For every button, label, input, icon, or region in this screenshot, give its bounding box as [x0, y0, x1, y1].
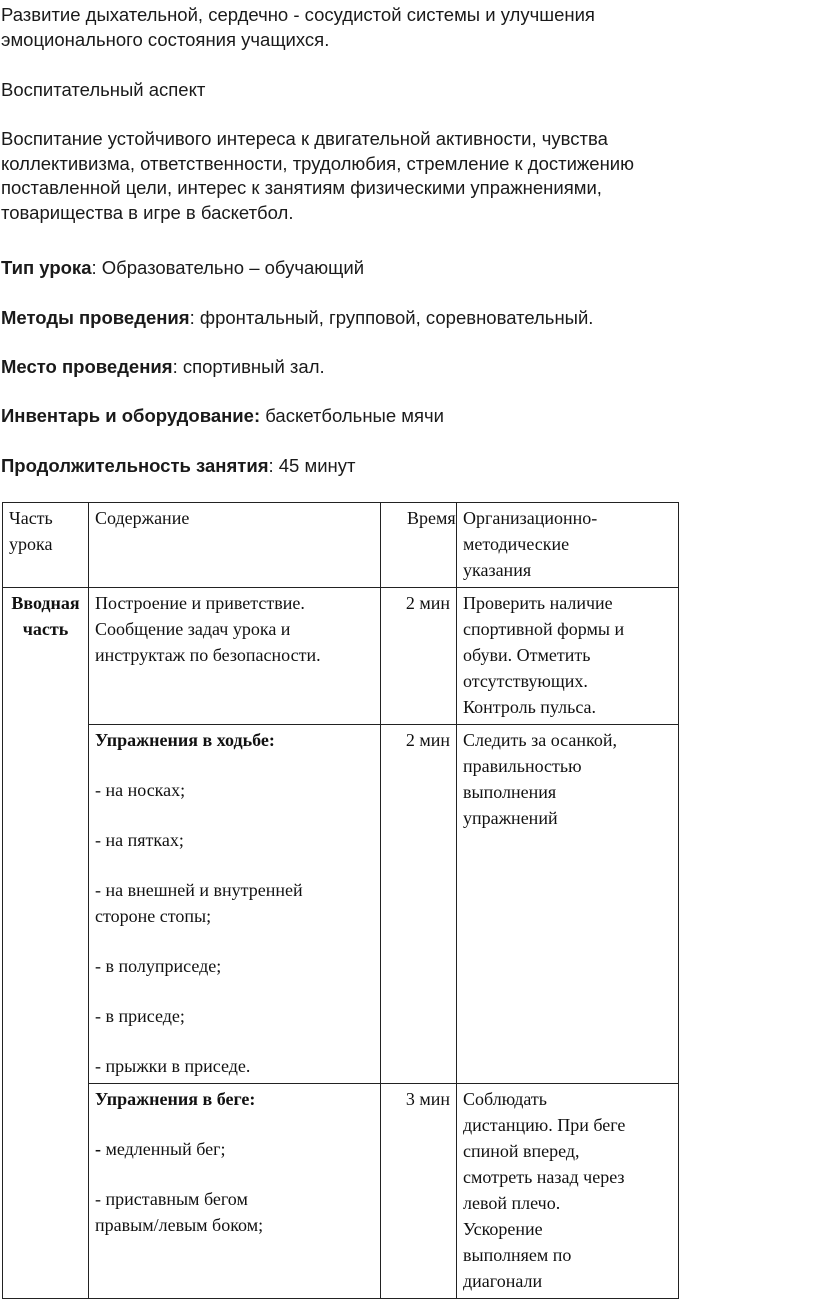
- aspect-paragraph: [1, 127, 634, 225]
- row2-notes: [457, 725, 679, 1084]
- table-row: [3, 1084, 679, 1299]
- part-name: [3, 588, 89, 1299]
- row2-notes-line-3: выполнения: [463, 782, 557, 802]
- header-notes-line-2: методические: [463, 534, 570, 554]
- lesson-plan-table: [2, 502, 679, 1299]
- lesson-duration-value: : 45 минут: [268, 455, 356, 476]
- header-content: Содержание: [89, 503, 381, 588]
- goal-line-2: эмоционального состояния учащихся.: [1, 28, 330, 50]
- header-notes-line-3: указания: [463, 560, 532, 580]
- row3-content: [89, 1084, 381, 1299]
- row1-content-line-3: инструктаж по безопасности.: [95, 645, 321, 665]
- row3-notes: [457, 1084, 679, 1299]
- row3-notes-line-7: выполняем по: [463, 1245, 572, 1265]
- row3-notes-line-4: смотреть назад через: [463, 1167, 625, 1187]
- row1-notes-line-1: Проверить наличие: [463, 593, 613, 613]
- row2-item-2: - на пятках;: [95, 830, 184, 850]
- row1-content-line-1: Построение и приветствие.: [95, 593, 305, 613]
- header-part-line-2: урока: [9, 534, 53, 554]
- lesson-place-label: Место проведения: [1, 356, 173, 377]
- row2-item-5: - в приседе;: [95, 1006, 185, 1026]
- row2-item-3-line-2: стороне стопы;: [95, 906, 212, 926]
- row1-notes-line-2: спортивной формы и: [463, 619, 625, 639]
- lesson-methods-label: Методы проведения: [1, 307, 190, 328]
- part-name-line-2: часть: [22, 619, 69, 639]
- table-row: [3, 725, 679, 1084]
- lesson-place: [1, 355, 325, 380]
- row2-item-6: - прыжки в приседе.: [95, 1056, 251, 1076]
- aspect-line-1: Воспитание устойчивого интереса к двигательной активности, чувства: [1, 128, 608, 149]
- lesson-type-value: : Образовательно – обучающий: [91, 257, 365, 278]
- row3-notes-line-8: диагонали: [463, 1271, 543, 1291]
- lesson-place-value: : спортивный зал.: [172, 356, 325, 377]
- lesson-duration-label: Продолжительность занятия: [1, 455, 269, 476]
- row1-time: 2 мин: [381, 588, 457, 725]
- row3-notes-line-3: спиной вперед,: [463, 1141, 580, 1161]
- row1-notes-line-3: обуви. Отметить: [463, 645, 591, 665]
- row2-time: 2 мин: [381, 725, 457, 1084]
- lesson-methods: [1, 306, 593, 331]
- row3-item-2-line-2: правым/левым боком;: [95, 1215, 264, 1235]
- lesson-equipment-label: Инвентарь и оборудование:: [1, 405, 261, 426]
- row2-notes-line-2: правильностью: [463, 756, 582, 776]
- row3-notes-line-2: дистанцию. При беге: [463, 1115, 626, 1135]
- row3-item-2-line-1: - приставным бегом: [95, 1189, 248, 1209]
- part-name-line-1: Вводная: [11, 593, 80, 613]
- table-row: [3, 588, 679, 725]
- row2-title: Упражнения в ходьбе:: [95, 730, 275, 750]
- row1-notes-line-5: Контроль пульса.: [463, 697, 597, 717]
- lesson-methods-value: : фронтальный, групповой, соревновательный.: [189, 307, 594, 328]
- row3-notes-line-1: Соблюдать: [463, 1089, 547, 1109]
- row2-item-1: - на носках;: [95, 780, 186, 800]
- row3-notes-line-5: левой плечо.: [463, 1193, 561, 1213]
- row3-title: Упражнения в беге:: [95, 1089, 256, 1109]
- lesson-type-label: Тип урока: [1, 257, 92, 278]
- lesson-equipment: [1, 404, 444, 429]
- header-notes: [457, 503, 679, 588]
- row2-item-4: - в полуприседе;: [95, 956, 222, 976]
- row2-notes-line-1: Следить за осанкой,: [463, 730, 617, 750]
- row3-notes-line-6: Ускорение: [463, 1219, 543, 1239]
- aspect-line-4: товарищества в игре в баскетбол.: [1, 201, 294, 223]
- row2-content: [89, 725, 381, 1084]
- row2-notes-line-4: упражнений: [463, 808, 558, 828]
- row1-notes: [457, 588, 679, 725]
- lesson-duration: [1, 454, 355, 479]
- header-part: [3, 503, 89, 588]
- aspect-line-3: поставленной цели, интерес к занятиям физическими упражнениями,: [1, 177, 602, 198]
- aspect-heading: Воспитательный аспект: [1, 79, 206, 100]
- goal-line-1: Развитие дыхательной, сердечно - сосудистой системы и улучшения: [1, 4, 595, 25]
- row3-item-1-text: медленный бег;: [101, 1139, 226, 1159]
- row1-content: [89, 588, 381, 725]
- row3-item-1-dash: -: [95, 1139, 101, 1159]
- lesson-equipment-value: баскетбольные мячи: [260, 405, 444, 426]
- header-part-line-1: Часть: [9, 508, 53, 528]
- goal-paragraph: [1, 3, 595, 52]
- row3-item-1: [95, 1136, 374, 1162]
- header-time: Время: [381, 503, 457, 588]
- lesson-type: [1, 256, 364, 281]
- row3-time: 3 мин: [381, 1084, 457, 1299]
- row2-item-3-line-1: - на внешней и внутренней: [95, 880, 303, 900]
- header-notes-line-1: Организационно-: [463, 508, 598, 528]
- row1-notes-line-4: отсутствующих.: [463, 671, 588, 691]
- table-header-row: [3, 503, 679, 588]
- aspect-line-2: коллективизма, ответственности, трудолюбия, стремление к достижению: [1, 152, 635, 174]
- row1-content-line-2: Сообщение задач урока и: [95, 619, 291, 639]
